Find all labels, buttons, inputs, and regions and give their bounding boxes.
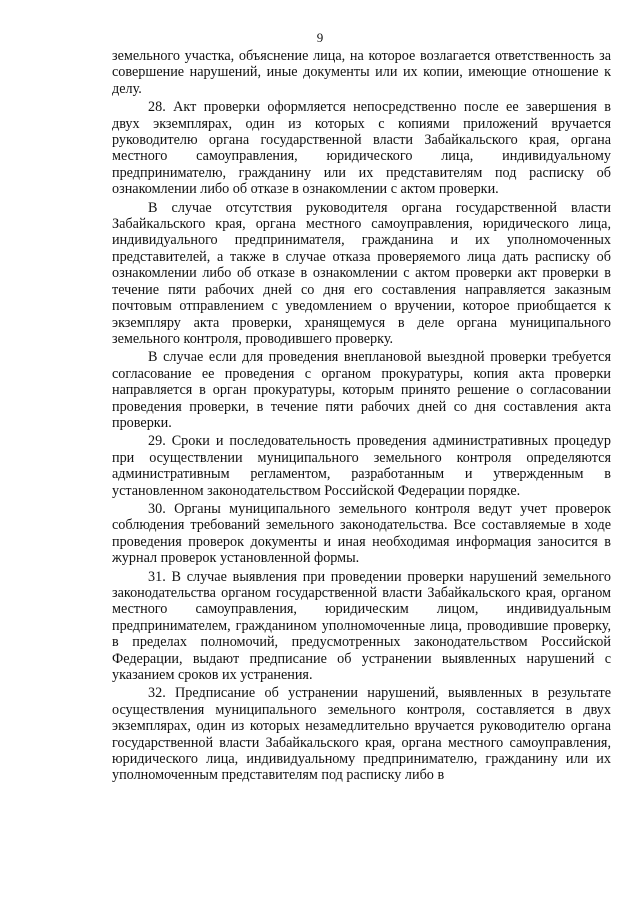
paragraph-prosecutor-case: В случае если для проведения внеплановой выездной проверки требуется согласование ее проведения с органом прокуратуры, копия акта проверки направляется в орган прокуратуры, которым принято решение о согласовании проведения проверки, в течение пяти рабочих дней со дня составления акта проверки. [112, 349, 611, 431]
paragraph-item-29: 29. Сроки и последовательность проведения административных процедур при осуществлении муниципального земельного контроля определяются административным регламентом, разработанным и утвержденным в установленном законодательством Российской Федерации порядке. [112, 433, 611, 499]
page-number: 9 [316, 30, 324, 45]
paragraph-item-28: 28. Акт проверки оформляется непосредственно после ее завершения в двух экземплярах, один из которых с копиями приложений вручается руководителю органа государственной власти Забайкальского края, органа местного самоуправления, юридического лица, индивидуальному предпринимателю, гражданину или их представителям под расписку об ознакомлении либо об отказе в ознакомлении с актом проверки. [112, 99, 611, 198]
paragraph-continuation: земельного участка, объяснение лица, на которое возлагается ответственность за совершение нарушений, иные документы или их копии, имеющие отношение к делу. [112, 48, 611, 97]
paragraph-item-31: 31. В случае выявления при проведении проверки нарушений земельного законодательства органом государственной власти Забайкальского края, органом местного самоуправления, юридическим лицом, индивидуальным предпринимателем, гражданином уполномоченные лица, проводившие проверку, в пределах полномочий, предусмотренных законодательством Российской Федерации, выдают предписание об устранении выявленных нарушений с указанием сроков их устранения. [112, 568, 611, 684]
paragraph-absence-case: В случае отсутствия руководителя органа государственной власти Забайкальского края, органа местного самоуправления, юридического лица, индивидуального предпринимателя, гражданина и их уполномоченных представителей, а также в случае отказа проверяемого лица дать расписку об ознакомлении либо об отказе в ознакомлении с актом проверки акт проверки в течение пяти рабочих дней со дня его составления направляется заказным почтовым отправлением с уведомлением о вручении, которое приобщается к экземпляру акта проверки, хранящемуся в деле органа муниципального земельного контроля, проводившего проверку. [112, 199, 611, 347]
paragraph-item-30: 30. Органы муниципального земельного контроля ведут учет проверок соблюдения требований земельного законодательства. Все составляемые в ходе проведения проверок документы и иная необходимая информация заносится в журнал проверок установленной формы. [112, 500, 611, 567]
paragraph-item-32: 32. Предписание об устранении нарушений, выявленных в результате осуществления муниципального земельного контроля, составляется в двух экземплярах, один из которых незамедлительно вручается руководителю органа государственной власти Забайкальского края, органа местного самоуправления, юридического лица, индивидуальному предпринимателю, гражданину или их уполномоченным представителям под расписку либо в [112, 685, 611, 784]
document-body [112, 48, 611, 786]
